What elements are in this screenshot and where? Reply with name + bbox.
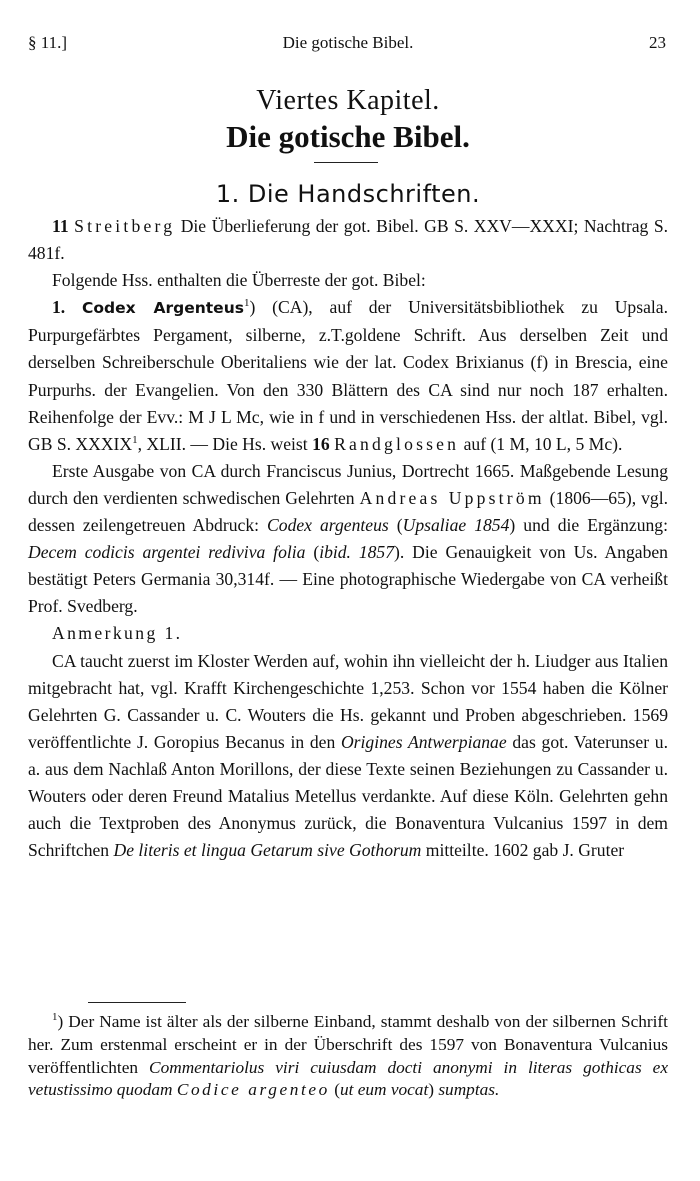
title-divider [314, 162, 378, 163]
page-number: 23 [649, 33, 666, 52]
book-title: ut eum vocat [339, 1080, 429, 1100]
paragraph-text: Die Überlieferung der got. Bibel. GB S. XXV—XXXI; Nachtrag S. 481f. [28, 216, 669, 264]
paragraph-text: (1806—65), vgl. dessen zeilengetreuen Abdruck: [28, 487, 668, 536]
section-title: 1. Die Handschriften. [215, 180, 481, 208]
paragraph-text: ). Die Genauigkeit von Us. Angaben bestätigt Peters Germania 30,314f. — Eine photographische Wiedergabe von CA verheißt Prof. Svedberg. [28, 542, 668, 617]
paragraph-codex-argenteus [28, 294, 668, 458]
book-title: sumptas. [438, 1080, 500, 1100]
footnote-marker: 1 [52, 1011, 58, 1024]
paragraph-text: Erste Ausgabe von CA durch Franciscus Junius, Dortrecht 1665. Maßgebende Lesung durch den verdienten schwedischen Gelehrten [28, 460, 668, 508]
chapter-title: Die gotische Bibel. [226, 119, 470, 154]
paragraph-text: ( [388, 515, 403, 536]
book-title: Decem codicis argentei rediviva folia [28, 542, 306, 563]
scholar-name: Andreas Uppström [359, 487, 545, 508]
book-title: De literis et lingua Getarum sive Gothorum [113, 840, 422, 861]
paragraph-text: CA taucht zuerst im Kloster Werden auf, wohin ihn vielleicht der h. Liudger aus Italien mitgebracht hat, vgl. Krafft Kirchengeschichte 1,253. Schon vor 1554 haben die Kölner Gelehrten G. Cassander u. C. Wouters die Hs. gekannt und Proben abgeschrieben. 1569 veröffentlichte J. Goropius Becanus in den [28, 650, 668, 752]
chapter-number: Viertes Kapitel. [256, 85, 440, 116]
paragraph-text: ( [305, 542, 320, 563]
running-head [28, 33, 668, 53]
footnote-body: ) Der Name ist älter als der silberne Einband, stammt deshalb von der silbernen Schrift her. Zum erstenmal erscheint er in der Überschrift des 1597 von Bonaventura Vulcanius veröffentlichten [28, 1012, 668, 1077]
running-title: Die gotische Bibel. [282, 33, 414, 52]
footnote-marker: 1 [132, 433, 138, 446]
paragraph-text: das got. Vaterunser u. a. aus dem Nachlaß Anton Morillons, der diese Texte seinen Beziehungen zu Cassander u. Wouters oder deren Freund Matalius Metellus verdankte. Auf diese Köln. Gelehrten gehn auch die Textproben des Anonymus zurück, die Bonaventura Vulcanius 1597 in dem Schriftchen [28, 731, 668, 861]
paragraph-editions [28, 458, 668, 621]
footnote-text [28, 1011, 668, 1102]
paragraph-history [28, 648, 668, 865]
footnote-body: ( [329, 1080, 340, 1100]
paragraph-number: 11 [52, 216, 69, 236]
codex-name: Codex Argenteus [82, 299, 244, 318]
book-imprint: ibid. 1857 [319, 542, 395, 563]
footnote [28, 1011, 668, 1102]
glossen-count: 16 [312, 433, 330, 454]
paragraph-text: ) und die Ergänzung: [509, 515, 668, 536]
paragraph-text: mitteilte. 1602 gab J. Gruter [421, 840, 625, 861]
body-text [28, 213, 668, 864]
section-reference: § 11.] [28, 33, 68, 52]
book-title: Origines Antwerpianae [340, 731, 507, 752]
note-heading: Anmerkung 1. [52, 623, 183, 644]
book-title: Codex argenteus [267, 515, 389, 536]
list-number: 1. [52, 297, 66, 318]
paragraph-intro: Folgende Hss. enthalten die Überreste der got. Bibel: [52, 270, 426, 291]
footnote-body: ) [428, 1080, 439, 1100]
spaced-book-title: Codice argenteo [176, 1080, 330, 1100]
paragraph-text: ) (CA), auf der Universitätsbibliothek zu Upsala. Purpurgefärbtes Pergament, silberne, z.T.goldene Schrift. Aus derselben Zeit und derselben Schreiberschule Oberitaliens wie der lat. Codex Brixianus (f) in Brescia, eine Purpurhs. der Evangelien. Von den 330 Blättern des CA sind nur noch 187 erhalten. Reihenfolge der Evv.: M J L Mc, wie in f und in verschiedenen Hss. der altlat. Bibel, vgl. GB S. XXXIX [28, 297, 668, 454]
spaced-term: Randglossen [334, 433, 460, 454]
paragraph-11 [28, 213, 668, 267]
footnote-divider [88, 1002, 186, 1003]
paragraph-text: auf (1 M, 10 L, 5 Mc). [459, 433, 623, 454]
book-imprint: Upsaliae 1854 [402, 515, 510, 536]
paragraph-text: , XLII. — Die Hs. weist [137, 433, 313, 454]
author-name: Streitberg [74, 216, 176, 236]
footnote-marker: 1 [243, 297, 250, 310]
book-title: Commentariolus viri cuiusdam docti anonymi in literas gothicas ex vetustissimo quodam [28, 1057, 668, 1100]
